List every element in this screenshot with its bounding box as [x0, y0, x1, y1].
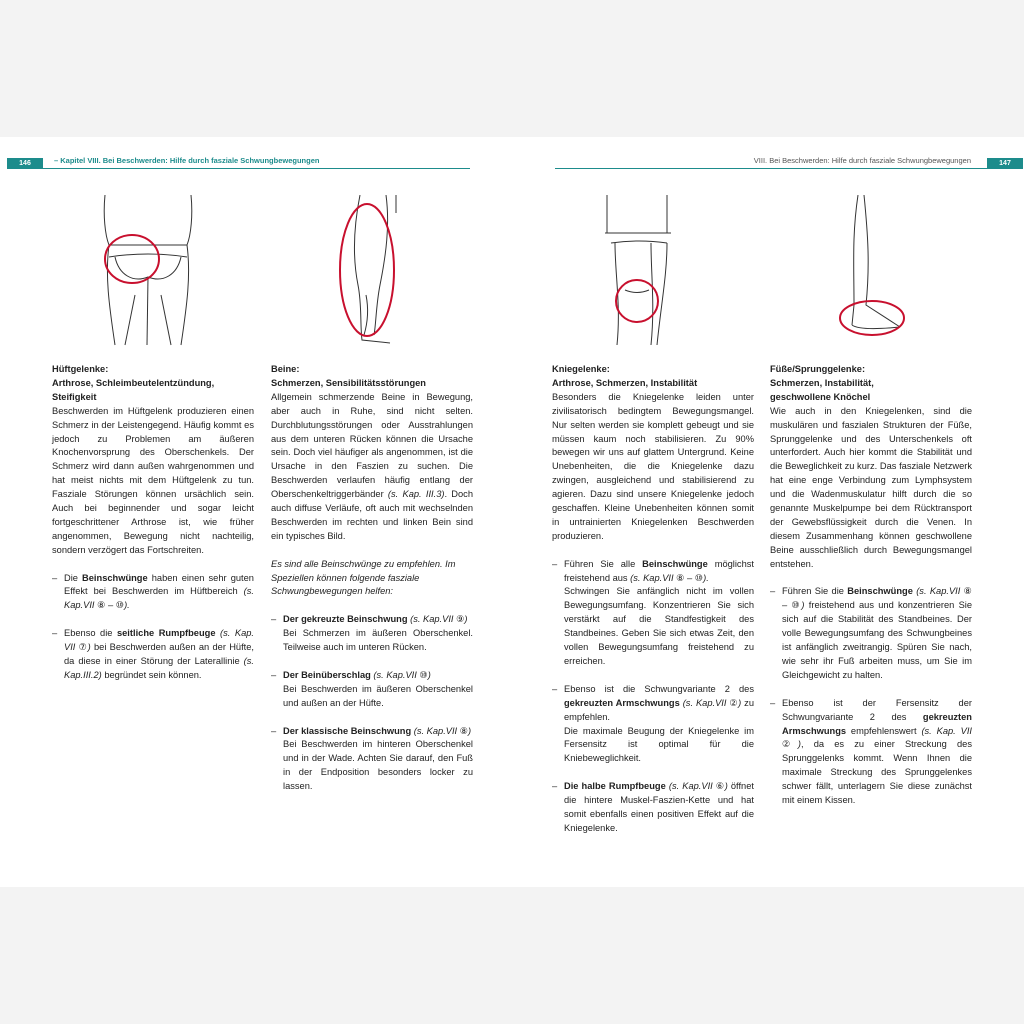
section-heading: Kniegelenke:	[552, 364, 610, 374]
bullet-item: – Führen Sie alle Beinschwünge möglichst freistehend aus (s. Kap.VII ⑧ – ⑩). Schwingen Sie anfänglich nicht im vollen Bewegungsumfang. Konzentrieren Sie sich verstärkt auf die Standfestigkeit des Standbeines. Geben Sie sich etwas Zeit, den vollen Bewegungsumfang freistehend zu erreichen.	[552, 558, 754, 669]
bullet-item: – Die halbe Rumpfbeuge (s. Kap.VII ⑥) öffnet die hintere Muskel-Faszien-Kette und hat somit ebenfalls einen positiven Effekt auf die Kniegelenke.	[552, 780, 754, 836]
section-subheading: Steifigkeit	[52, 391, 97, 402]
section-subheading: Arthrose, Schmerzen, Instabilität	[552, 377, 698, 388]
section-italic-note: Es sind alle Beinschwünge zu empfehlen. Im Speziellen können folgende fasziale Schwungbewegungen helfen:	[271, 558, 456, 597]
bullet-item: – Ebenso ist die Schwungvariante 2 des gekreuzten Armschwungs (s. Kap.VII ②) zu empfehlen. Die maximale Beugung der Kniegelenke im Fersensitz ist optimal für die Kniebeweglichkeit.	[552, 683, 754, 766]
section-body: Besonders die Kniegelenke leiden unter zivilisatorisch bedingtem Bewegungsmangel. Nur selten werden sie komplett gebeugt und sie müssen kaum noch stabilisieren. Zu 90% bewegen wir uns auf glattem Untergrund. Keine Unebenheiten, die die Kniegelenke dazu zwingen, ausgleichend und stabilisierend zu agieren. Dazu sind unsere Kniegelenke jedoch geschaffen. Kleine Unebenheiten können somit in untrainierten Kniegelenken Beschwerden produzieren.	[552, 391, 754, 541]
bullet-item: – Der gekreuzte Beinschwung (s. Kap.VII ⑨) Bei Schmerzen im äußeren Oberschenkel. Teilweise auch im unteren Rücken.	[271, 613, 473, 655]
right-header-rule	[555, 168, 1023, 169]
section-subheading: geschwollene Knöchel	[770, 391, 871, 402]
bullet-item: – Der Beinüberschlag (s. Kap.VII ⑩) Bei Beschwerden im äußeren Oberschenkel und außen an der Hüfte.	[271, 669, 473, 711]
leg-side-figure-icon	[330, 195, 410, 350]
left-page-number: 146	[7, 158, 43, 169]
section-body: Allgemein schmerzende Beine in Bewegung, aber auch in Ruhe, sind nicht selten. Durchblutungsstörungen oder Ausstrahlungen aus dem unteren Rücken können die Ursache sein. Doch viel häufiger als angenommen, ist die Ursache in den Faszien zu suchen. Die Beschwerden verlaufen häufig entlang der Oberschenkeltriggerbänder (s. Kap. III.3). Doch auch diffuse Verläufe, oft auch mit wechselnden Beschwerden im rechten und linken Bein sind ein typisches Bild.	[271, 391, 474, 541]
bullet-item: – Die Beinschwünge haben einen sehr guten Effekt bei Beschwerden im Hüftbereich (s. Kap.VII ⑧ – ⑩).	[52, 572, 254, 614]
bullet-item: – Der klassische Beinschwung (s. Kap.VII ⑧) Bei Beschwerden im hinteren Oberschenkel und in der Wade. Achten Sie darauf, den Fuß in der Endposition besonders locker zu lassen.	[271, 725, 473, 795]
column-legs	[271, 363, 473, 794]
knee-figure-icon	[595, 195, 685, 350]
section-heading: Beine:	[271, 364, 300, 374]
left-running-title: – Kapitel VIII. Bei Beschwerden: Hilfe durch fasziale Schwungbewegungen	[54, 156, 320, 165]
right-page-number: 147	[987, 158, 1023, 169]
column-feet	[770, 363, 972, 808]
section-heading: Füße/Sprunggelenke:	[770, 364, 866, 374]
section-heading: Hüftgelenke:	[52, 364, 109, 374]
foot-figure-icon	[830, 195, 910, 345]
section-subheading: Schmerzen, Sensibilitätsstörungen	[271, 377, 426, 388]
section-subheading: Arthrose, Schleimbeutelentzündung,	[52, 377, 215, 388]
column-hip	[52, 363, 254, 683]
section-subheading: Schmerzen, Instabilität,	[770, 377, 874, 388]
column-knees	[552, 363, 754, 836]
section-body: Beschwerden im Hüftgelenk produzieren einen Schmerz in der Leistengegend. Häufig kommt es jedoch zu Problemen am äußeren Knochenvorsprung des Oberschenkels. Der Schmerz wird dann außen wahrgenommen und hat meist nichts mit dem Hüftgelenk zu tun. Fasziale Störungen können ursächlich sein. Auch bei beginnender und sogar leicht fortgeschrittener Arthrose ist, wie früher angenommen, Bewegung nicht nachteilig, sondern verzögert das Fortschreiten.	[52, 405, 254, 555]
left-header-rule	[7, 168, 470, 169]
bullet-item: – Ebenso die seitliche Rumpfbeuge (s. Kap. VII ⑦) bei Beschwerden außen an der Hüfte, da diese in einer Störung der Laterallinie (s. Kap.III.2) begründet sein können.	[52, 627, 254, 683]
hip-figure-icon	[95, 195, 205, 350]
bullet-item: – Führen Sie die Beinschwünge (s. Kap.VII ⑧ – ⑩) freistehend aus und konzentrieren Sie sich auf die Stabilität des Standbeines. Der volle Bewegungsumfang des Schwungbeines ist anfänglich zweitrangig. Spüren Sie nach, wie sehr ihr Fuß arbeiten muss, um Sie im Gleichgewicht zu halten.	[770, 585, 972, 682]
bullet-item: – Ebenso ist der Fersensitz der Schwungvariante 2 des gekreuzten Armschwungs empfehlenswert (s. Kap. VII ②), da es zu einer Streckung des Sprunggelenks kommt. Wenn Ihnen die maximale Streckung des Sprunggelenkes schwer fällt, unterlagern Sie diese zunächst mit einem Kissen.	[770, 697, 972, 808]
right-running-title: VIII. Bei Beschwerden: Hilfe durch fasziale Schwungbewegungen	[753, 156, 971, 165]
section-body: Wie auch in den Kniegelenken, sind die muskulären und faszialen Strukturen der Füße, Sprunggelenke und des Unterschenkels oft unterfordert. Auch hier kommt die Stabilität und die Beweglichkeit zu kurz. Das fasziale Netzwerk hat eine enge Verbindung zum Lymphsystem und die Wadenmuskulatur hilft durch die so genannte Muskelpumpe bei dem Rücktransport der Gewebsflüssigkeit durch die Venen. In diesem Zusammenhang können geschwollene Beine ausschließlich durch Bewegungsmangel entstehen.	[770, 405, 972, 569]
